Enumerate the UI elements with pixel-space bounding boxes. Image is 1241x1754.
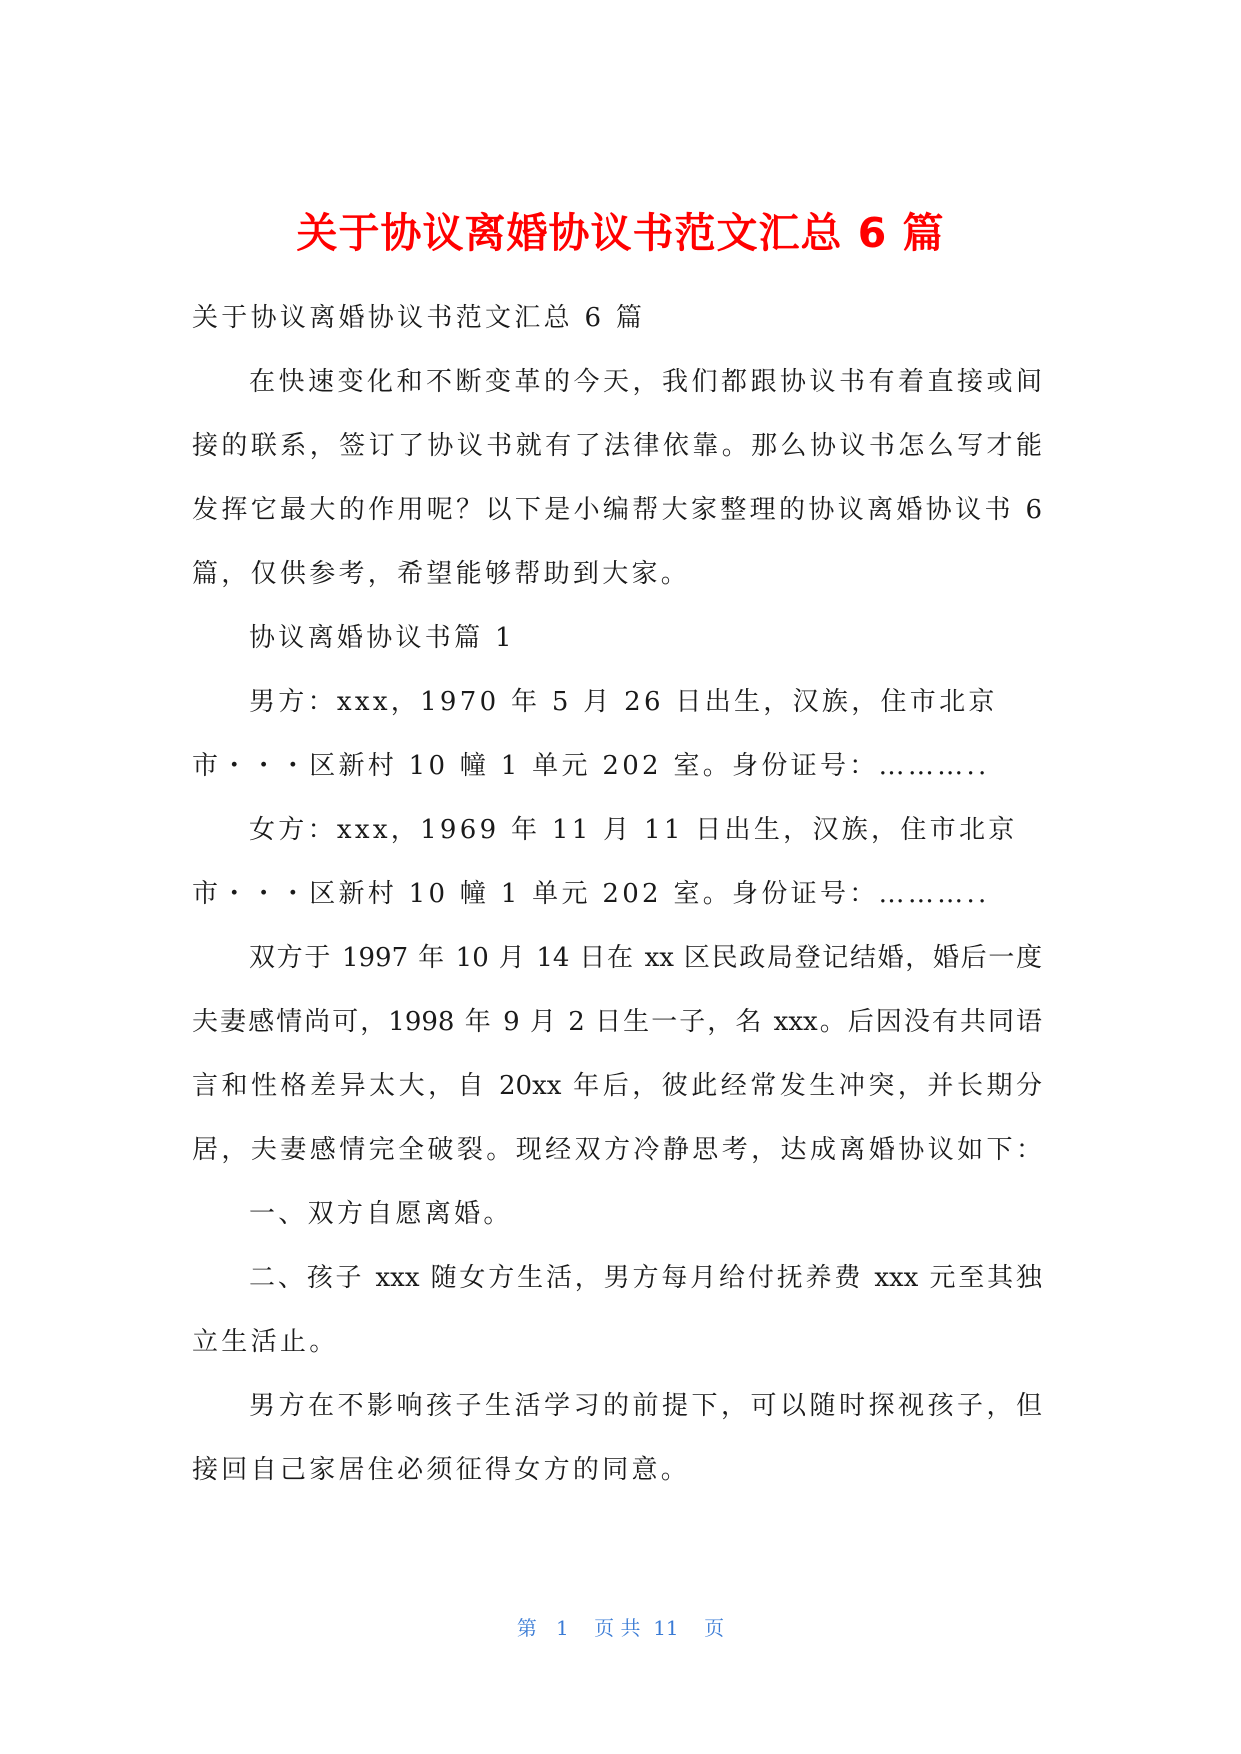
paragraph-line: 男方在不影响孩子生活学习的前提下，可以随时探视孩子，但 [249,1391,1042,1421]
paragraph-line: 言和性格差异太大，自 20xx 年后，彼此经常发生冲突，并长期分 [192,1071,1042,1101]
paragraph-line: 双方于 1997 年 10 月 14 日在 xx 区民政局登记结婚，婚后一度 [249,943,1042,973]
document-body [192,286,1042,1502]
paragraph-line: 居，夫妻感情完全破裂。现经双方冷静思考，达成离婚协议如下： [192,1135,1042,1165]
paragraph-line: 男方：xxx，1970 年 5 月 26 日出生，汉族，住市北京 [249,687,998,717]
paragraph-line: 市・・・区新村 10 幢 1 单元 202 室。身份证号：……….. [192,879,990,909]
paragraph-line: 一、双方自愿离婚。 [249,1199,513,1229]
section-heading: 协议离婚协议书篇 1 [249,623,515,653]
page-footer: 第 1 页 共 11 页 [516,1616,725,1640]
paragraph-line: 市・・・区新村 10 幢 1 单元 202 室。身份证号：……….. [192,751,990,781]
paragraph-line: 接的联系，签订了协议书就有了法律依靠。那么协议书怎么写才能 [192,431,1042,461]
document-title: 关于协议离婚协议书范文汇总 6 篇 [296,209,945,257]
paragraph-line: 在快速变化和不断变革的今天，我们都跟协议书有着直接或间 [249,367,1042,397]
subtitle-line: 关于协议离婚协议书范文汇总 6 篇 [192,303,646,333]
paragraph-line: 夫妻感情尚可，1998 年 9 月 2 日生一子，名 xxx。后因没有共同语 [192,1007,1042,1037]
paragraph-line: 立生活止。 [192,1327,339,1357]
paragraph-line: 接回自己家居住必须征得女方的同意。 [192,1455,691,1485]
paragraph-line: 篇，仅供参考，希望能够帮助到大家。 [192,559,691,589]
paragraph-line: 二、孩子 xxx 随女方生活，男方每月给付抚养费 xxx 元至其独 [249,1263,1042,1293]
paragraph-line: 发挥它最大的作用呢？以下是小编帮大家整理的协议离婚协议书 6 [192,495,1042,525]
paragraph-line: 女方：xxx，1969 年 11 月 11 日出生，汉族，住市北京 [249,815,1018,845]
